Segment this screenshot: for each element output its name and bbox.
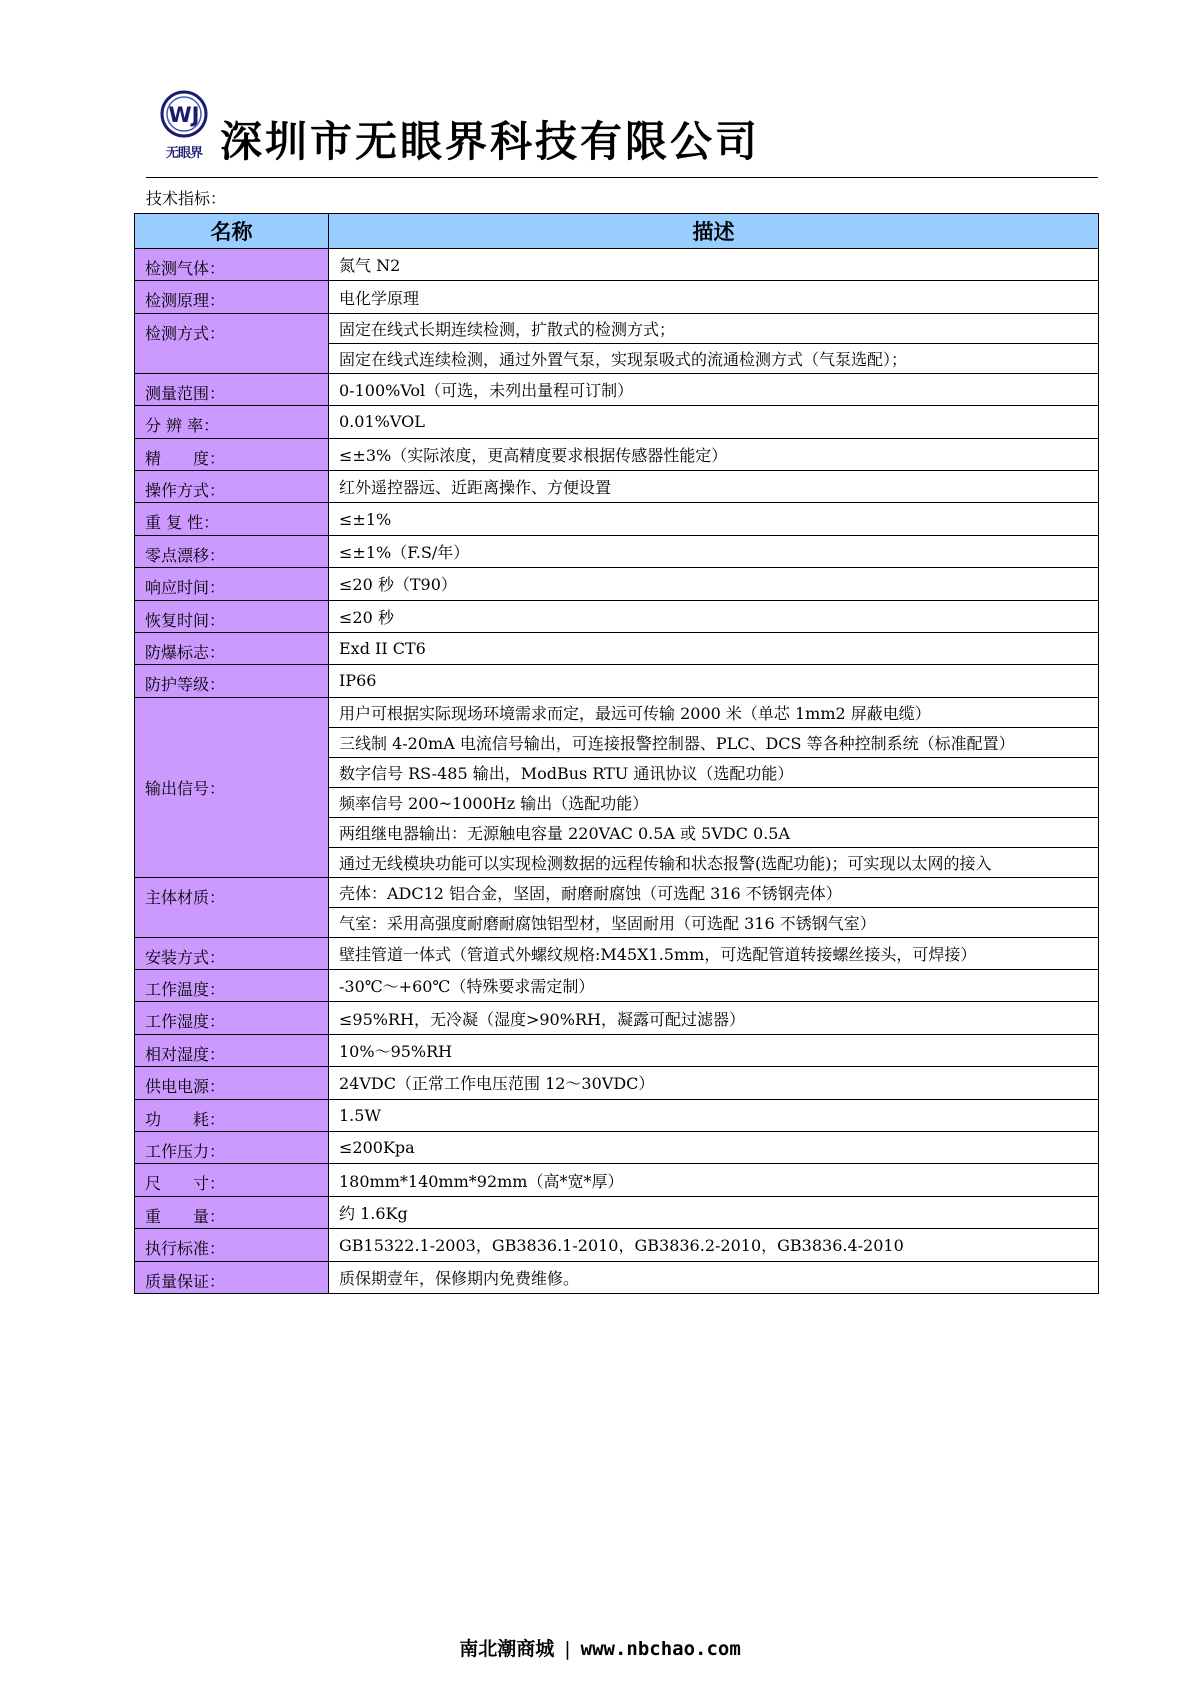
spec-name-cell: 输出信号： [135, 697, 329, 877]
spec-desc-cell: 0-100%Vol（可选，未列出量程可订制） [329, 373, 1099, 405]
footer-site-name: 南北潮商城 [459, 1638, 555, 1660]
table-row [135, 877, 1099, 907]
table-row [135, 281, 1099, 313]
spec-name-cell: 检测方式： [135, 313, 329, 373]
table-row [135, 697, 1099, 727]
table-row [135, 665, 1099, 697]
spec-name-cell: 重 量： [135, 1196, 329, 1228]
spec-desc-cell: 电化学原理 [329, 281, 1099, 313]
table-row [135, 1261, 1099, 1293]
company-name: 深圳市无眼界科技有限公司 [220, 117, 761, 166]
spec-desc-cell: 质保期壹年，保修期内免费维修。 [329, 1261, 1099, 1293]
spec-desc-cell: 通过无线模块功能可以实现检测数据的远程传输和状态报警(选配功能)；可实现以太网的接入 [329, 847, 1099, 877]
spec-name-cell: 供电电源： [135, 1067, 329, 1099]
spec-name-cell: 相对湿度： [135, 1034, 329, 1066]
spec-desc-cell: 红外遥控器远、近距离操作、方便设置 [329, 470, 1099, 502]
spec-desc-cell: ≤200Kpa [329, 1132, 1099, 1164]
spec-desc-cell: 氮气 N2 [329, 249, 1099, 281]
spec-desc-cell: ≤±1% [329, 503, 1099, 535]
spec-desc-cell: 固定在线式长期连续检测，扩散式的检测方式； [329, 313, 1099, 343]
table-row [135, 503, 1099, 535]
spec-name-cell: 主体材质： [135, 877, 329, 937]
table-row [135, 249, 1099, 281]
spec-name-cell: 执行标准： [135, 1229, 329, 1261]
spec-desc-cell: 10%～95%RH [329, 1034, 1099, 1066]
header-divider [146, 177, 1098, 178]
table-row [135, 937, 1099, 969]
spec-name-cell: 响应时间： [135, 568, 329, 600]
spec-desc-cell: -30℃～+60℃（特殊要求需定制） [329, 970, 1099, 1002]
footer-separator: | [564, 1638, 571, 1660]
spec-desc-cell: 用户可根据实际现场环境需求而定，最远可传输 2000 米（单芯 1mm2 屏蔽电缆） [329, 697, 1099, 727]
spec-desc-cell: GB15322.1-2003，GB3836.1-2010，GB3836.2-2010，GB3836.4-2010 [329, 1229, 1099, 1261]
table-row [135, 438, 1099, 470]
spec-desc-cell: ≤20 秒 [329, 600, 1099, 632]
spec-name-cell: 恢复时间： [135, 600, 329, 632]
spec-desc-cell: 约 1.6Kg [329, 1196, 1099, 1228]
table-row [135, 1196, 1099, 1228]
table-row [135, 1099, 1099, 1131]
spec-name-cell: 分 辨 率： [135, 406, 329, 438]
logo-initials: WJ [168, 103, 200, 127]
table-row [135, 373, 1099, 405]
logo-emblem-icon [152, 86, 216, 142]
logo-text: 无眼界 [165, 146, 202, 161]
spec-name-cell: 防护等级： [135, 665, 329, 697]
spec-desc-cell: 壳体：ADC12 铝合金，坚固，耐磨耐腐蚀（可选配 316 不锈钢壳体） [329, 877, 1099, 907]
spec-desc-cell: ≤95%RH，无冷凝（湿度>90%RH，凝露可配过滤器） [329, 1002, 1099, 1034]
table-row [135, 1002, 1099, 1034]
spec-desc-cell: ≤±3%（实际浓度，更高精度要求根据传感器性能定） [329, 438, 1099, 470]
spec-desc-cell: 24VDC（正常工作电压范围 12～30VDC） [329, 1067, 1099, 1099]
spec-name-cell: 重 复 性： [135, 503, 329, 535]
spec-desc-cell: 0.01%VOL [329, 406, 1099, 438]
table-row [135, 1229, 1099, 1261]
spec-name-cell: 工作温度： [135, 970, 329, 1002]
table-row [135, 600, 1099, 632]
footer-url[interactable]: www.nbchao.com [580, 1638, 741, 1660]
spec-desc-cell: 频率信号 200~1000Hz 输出（选配功能） [329, 787, 1099, 817]
page-footer [0, 1634, 1200, 1661]
spec-desc-cell: 两组继电器输出：无源触电容量 220VAC 0.5A 或 5VDC 0.5A [329, 817, 1099, 847]
spec-table-body [135, 249, 1099, 1294]
table-row [135, 313, 1099, 343]
table-row [135, 1164, 1099, 1196]
spec-desc-cell: 180mm*140mm*92mm（高*宽*厚） [329, 1164, 1099, 1196]
spec-name-cell: 检测气体： [135, 249, 329, 281]
spec-desc-cell: 固定在线式连续检测，通过外置气泵，实现泵吸式的流通检测方式（气泵选配）； [329, 343, 1099, 373]
company-logo [152, 86, 216, 164]
spec-desc-cell: 壁挂管道一体式（管道式外螺纹规格:M45X1.5mm，可选配管道转接螺丝接头，可焊接） [329, 937, 1099, 969]
spec-name-cell: 尺 寸： [135, 1164, 329, 1196]
spec-name-cell: 工作压力： [135, 1132, 329, 1164]
table-row [135, 1034, 1099, 1066]
spec-name-cell: 操作方式： [135, 470, 329, 502]
spec-name-cell: 安装方式： [135, 937, 329, 969]
spec-name-cell: 测量范围： [135, 373, 329, 405]
spec-name-cell: 质量保证： [135, 1261, 329, 1293]
column-header-desc: 描述 [329, 214, 1099, 249]
spec-desc-cell: ≤20 秒（T90） [329, 568, 1099, 600]
table-row [135, 970, 1099, 1002]
spec-desc-cell: ≤±1%（F.S/年） [329, 535, 1099, 567]
spec-desc-cell: IP66 [329, 665, 1099, 697]
table-row [135, 1132, 1099, 1164]
spec-desc-cell: 气室：采用高强度耐磨耐腐蚀铝型材，坚固耐用（可选配 316 不锈钢气室） [329, 907, 1099, 937]
spec-name-cell: 检测原理： [135, 281, 329, 313]
table-row [135, 470, 1099, 502]
spec-desc-cell: Exd II CT6 [329, 632, 1099, 664]
spec-desc-cell: 1.5W [329, 1099, 1099, 1131]
spec-name-cell: 防爆标志： [135, 632, 329, 664]
spec-name-cell: 零点漂移： [135, 535, 329, 567]
spec-desc-cell: 数字信号 RS-485 输出，ModBus RTU 通讯协议（选配功能） [329, 757, 1099, 787]
section-title: 技术指标： [146, 189, 227, 208]
spec-name-cell: 精 度： [135, 438, 329, 470]
spec-table [134, 213, 1099, 1294]
spec-table-header-row [135, 214, 1099, 249]
table-row [135, 568, 1099, 600]
table-row [135, 535, 1099, 567]
column-header-name: 名称 [135, 214, 329, 249]
table-row [135, 1067, 1099, 1099]
spec-name-cell: 功 耗： [135, 1099, 329, 1131]
table-row [135, 406, 1099, 438]
spec-desc-cell: 三线制 4-20mA 电流信号输出，可连接报警控制器、PLC、DCS 等各种控制系统（标准配置） [329, 727, 1099, 757]
spec-name-cell: 工作湿度： [135, 1002, 329, 1034]
table-row [135, 632, 1099, 664]
